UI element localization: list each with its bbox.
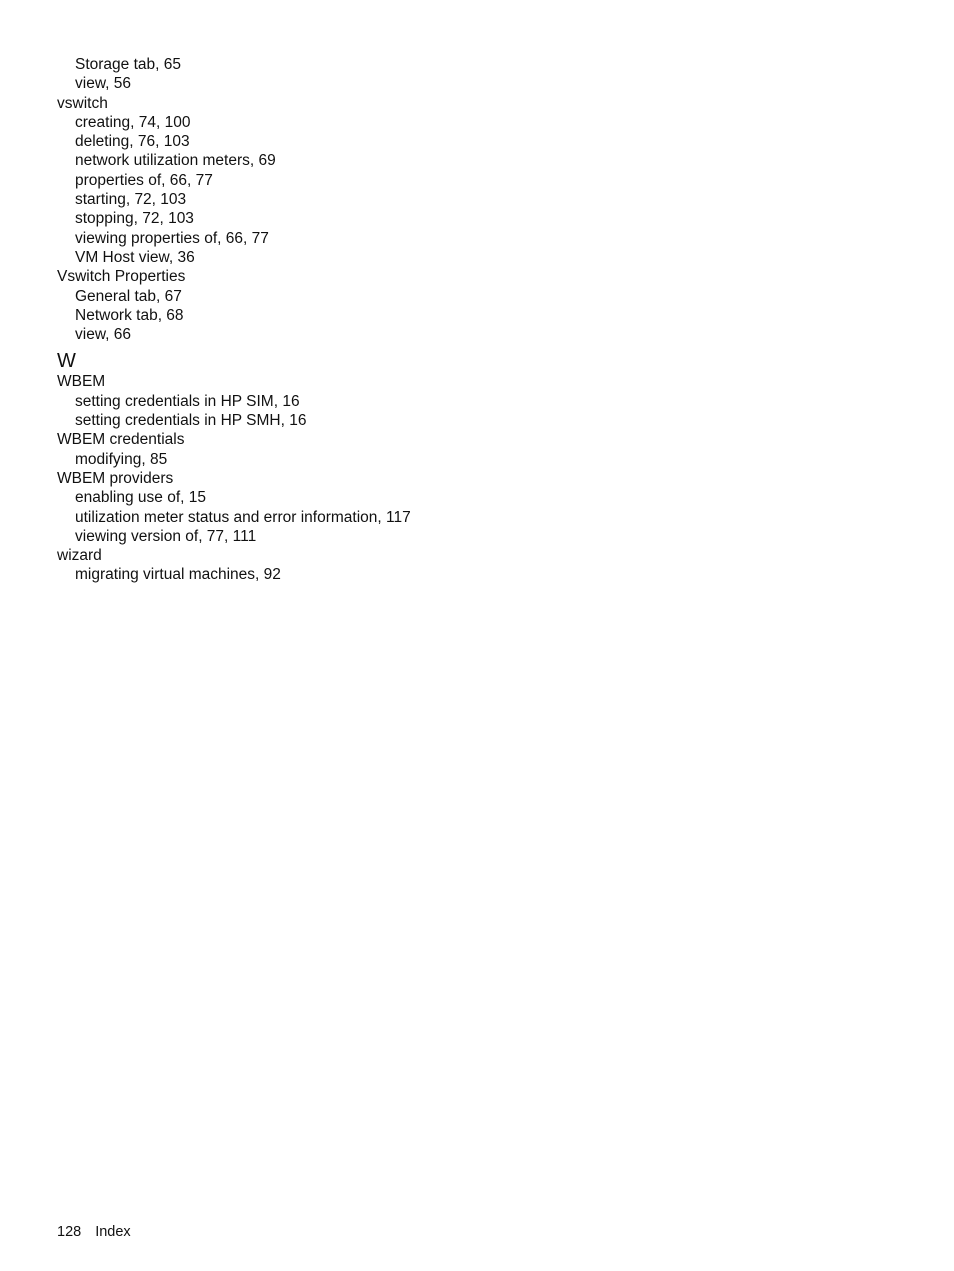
index-subentry: view, 66 (75, 326, 132, 344)
index-term: WBEM (57, 373, 106, 391)
index-subentry: enabling use of, 15 (75, 489, 206, 507)
index-subentry: Storage tab, 65 (75, 56, 181, 73)
index-term: vswitch (57, 94, 108, 112)
index-term: wizard (57, 547, 102, 565)
index-subentry: viewing properties of, 66, 77 (75, 229, 269, 247)
index-entry-wbem-providers (57, 469, 477, 546)
index-subentry: viewing version of, 77, 111 (75, 527, 257, 545)
index-continued-entries (57, 55, 477, 94)
index-term: Vswitch Properties (57, 268, 186, 286)
index-subentry: VM Host view, 36 (75, 248, 195, 266)
index-entry-vswitch-properties (57, 267, 477, 344)
index-term: WBEM credentials (57, 431, 185, 449)
index-subentry: deleting, 76, 103 (75, 133, 190, 151)
index-entry-wbem-credentials (57, 430, 477, 469)
index-term: WBEM providers (57, 469, 174, 487)
index-subentry: stopping, 72, 103 (75, 210, 194, 228)
index-subentry: General tab, 67 (75, 287, 182, 305)
index-subentry: setting credentials in HP SMH, 16 (75, 412, 307, 430)
footer-section-title: Index (95, 1224, 131, 1240)
index-subentry: properties of, 66, 77 (75, 171, 213, 189)
index-subentry: starting, 72, 103 (75, 191, 187, 209)
index-subentry: modifying, 85 (75, 450, 168, 468)
index-subentry: setting credentials in HP SIM, 16 (75, 392, 300, 410)
index-entry-wizard (57, 546, 477, 585)
letter-heading-w: W (57, 350, 76, 373)
index-entry-vswitch (57, 94, 477, 268)
page-footer (57, 1223, 131, 1241)
page-number: 128 (57, 1224, 82, 1240)
index-subentry: migrating virtual machines, 92 (75, 566, 281, 584)
index-column (57, 55, 477, 585)
index-subentry: network utilization meters, 69 (75, 152, 276, 170)
index-subentry: creating, 74, 100 (75, 113, 191, 131)
index-subentry: utilization meter status and error information, 117 (75, 508, 411, 526)
index-subentry: view, 56 (75, 75, 132, 93)
index-entry-wbem (57, 372, 477, 430)
index-subentry: Network tab, 68 (75, 306, 184, 324)
